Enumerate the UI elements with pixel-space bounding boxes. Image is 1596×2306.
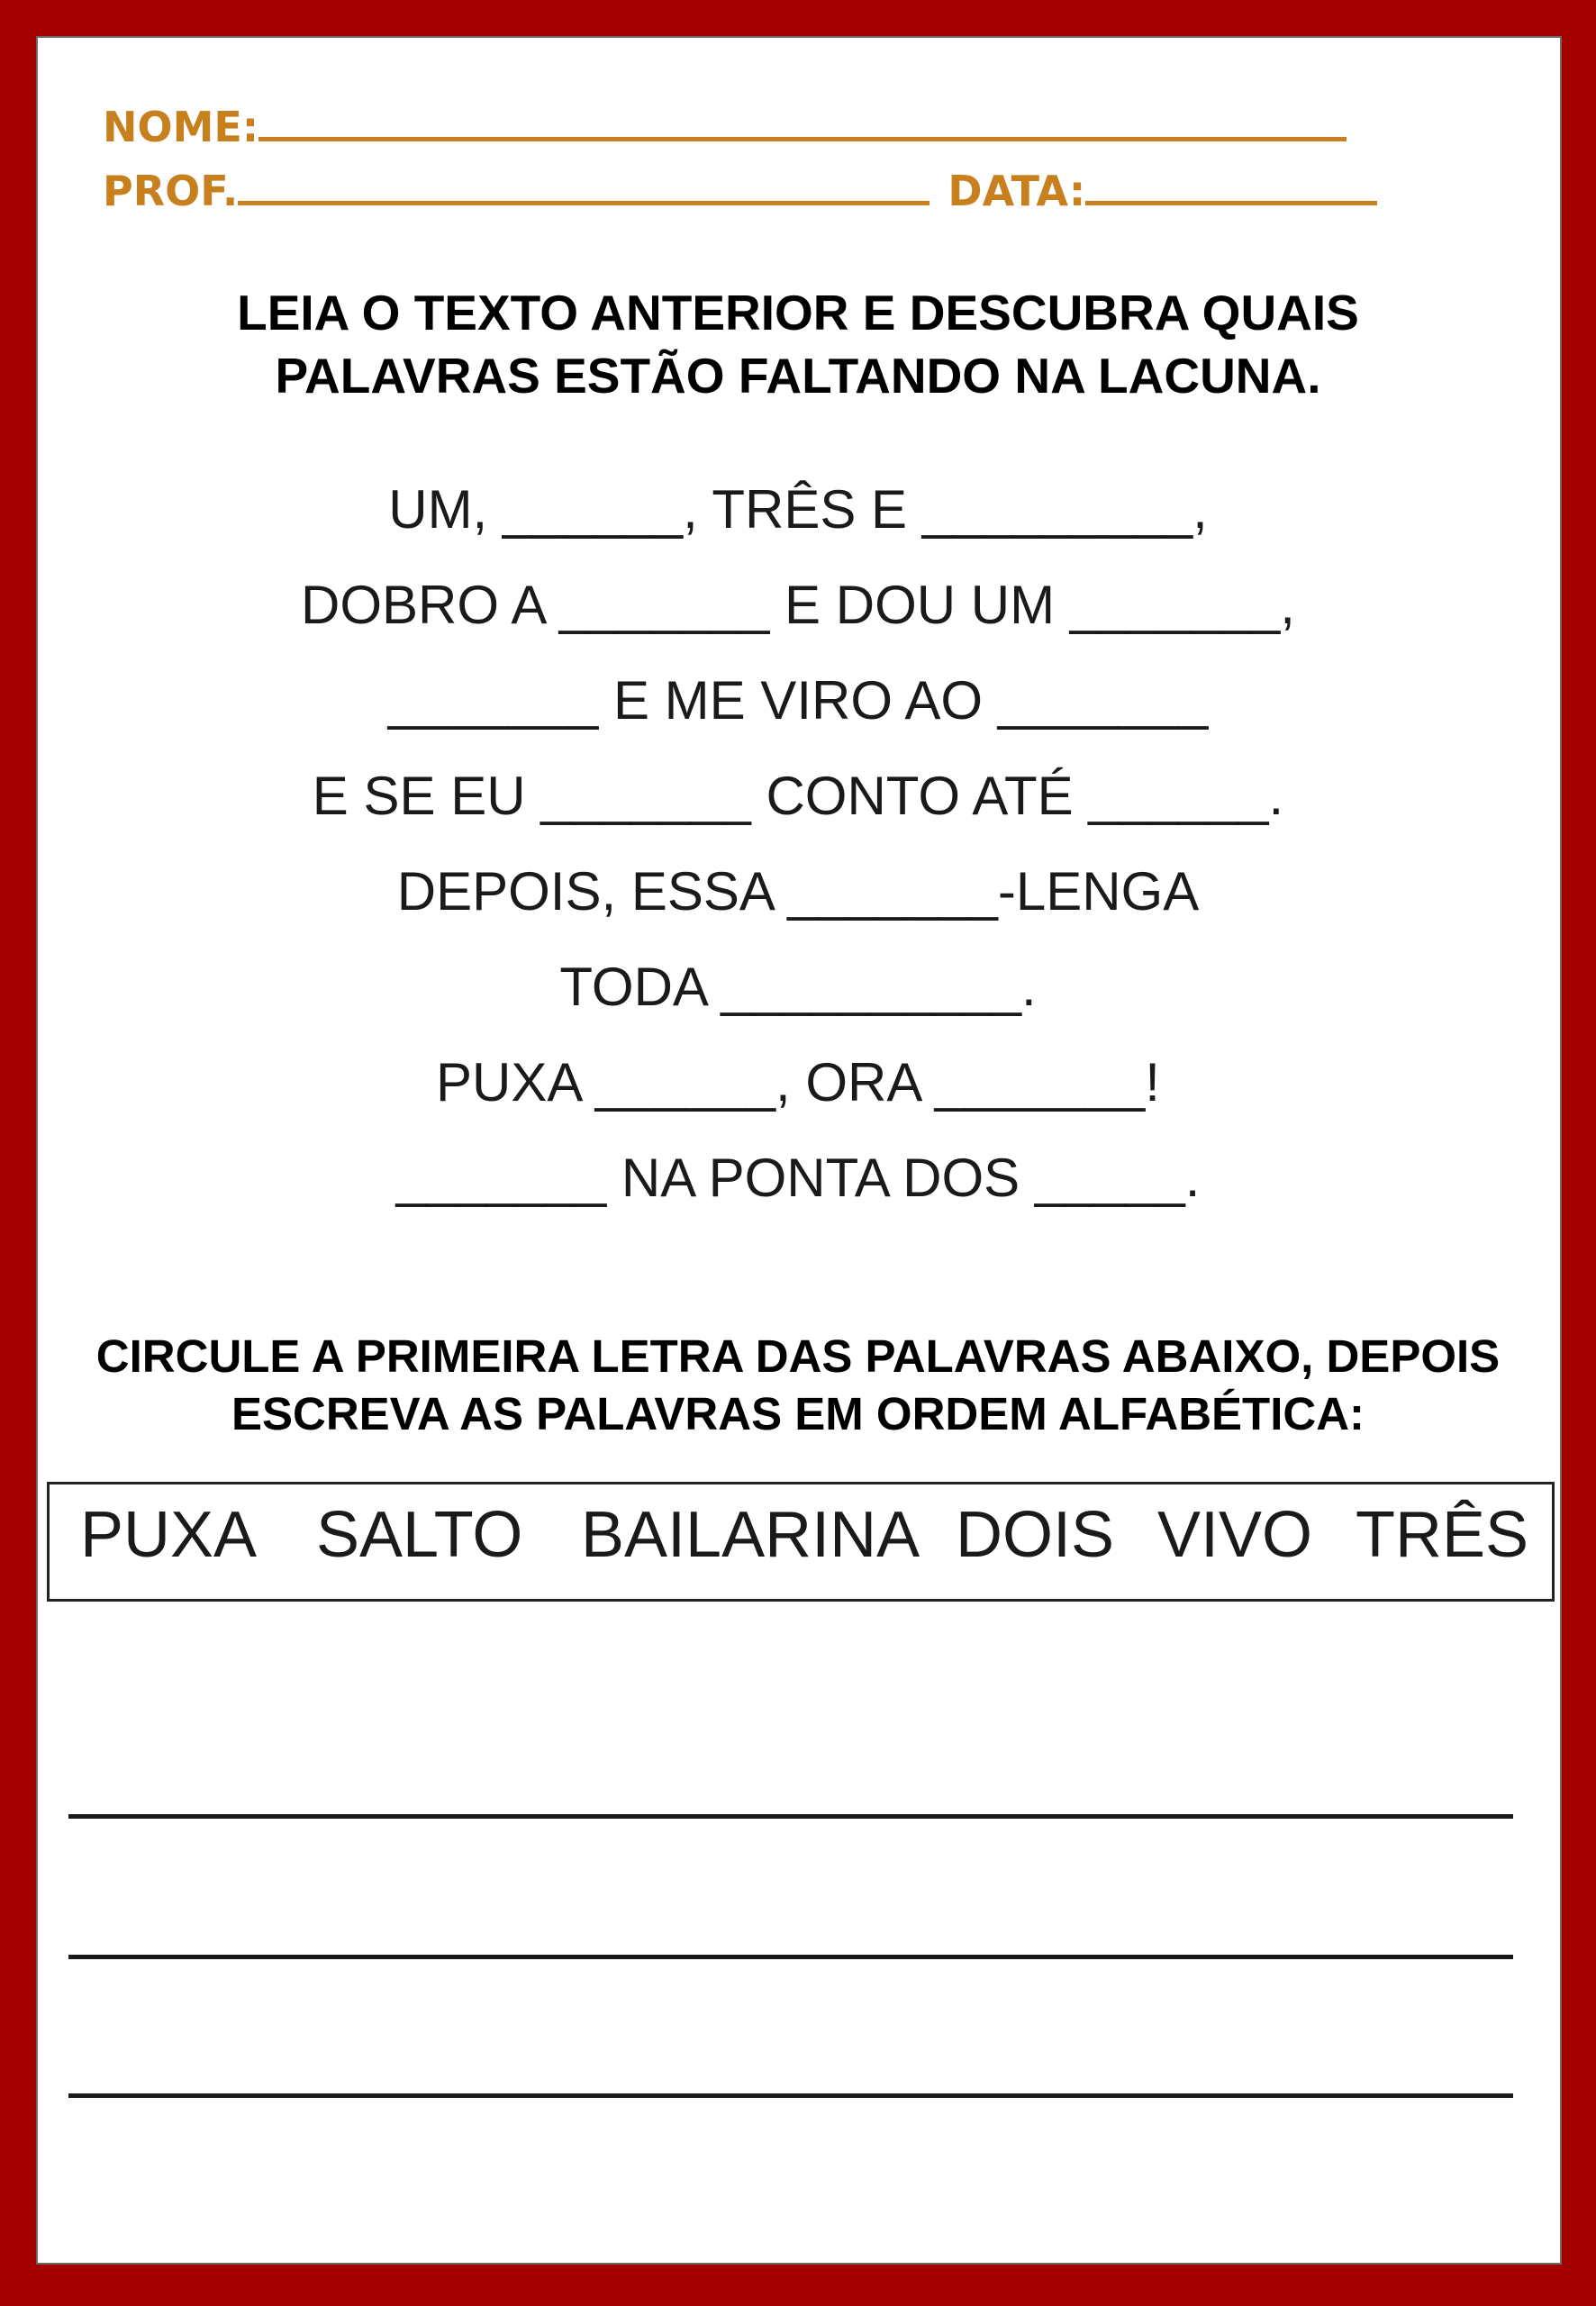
- instructions-line-1: CIRCULE A PRIMEIRA LETRA DAS PALAVRAS ABAIXO, DEPOIS: [95, 1330, 1501, 1382]
- word-item[interactable]: TRÊS: [1356, 1499, 1529, 1571]
- poem-line: UM, ______, TRÊS E _________,: [388, 479, 1208, 540]
- prof-date-row: [103, 165, 1377, 215]
- poem-line: E SE EU _______ CONTO ATÉ ______.: [312, 766, 1284, 826]
- instructions-line-2: PALAVRAS ESTÃO FALTANDO NA LACUNA.: [275, 348, 1321, 404]
- fill-in-instructions: [0, 281, 1596, 407]
- word-box: [47, 1482, 1555, 1602]
- poem-line: DEPOIS, ESSA _______-LENGA: [396, 861, 1200, 921]
- word-item[interactable]: VIVO: [1157, 1499, 1313, 1571]
- prof-field-line[interactable]: [238, 165, 929, 205]
- date-label: DATA:: [948, 167, 1086, 215]
- word-item[interactable]: BAILARINA: [581, 1499, 920, 1571]
- writing-line[interactable]: [68, 2093, 1513, 2098]
- writing-line[interactable]: [68, 1955, 1513, 1959]
- instructions-line-2: ESCREVA AS PALAVRAS EM ORDEM ALFABÉTICA:: [231, 1388, 1365, 1439]
- name-field-line[interactable]: [258, 101, 1347, 141]
- poem-line: TODA __________.: [559, 957, 1037, 1017]
- alphabetical-instructions: [0, 1328, 1596, 1443]
- word-item[interactable]: PUXA: [80, 1499, 258, 1571]
- poem-line: _______ NA PONTA DOS _____.: [395, 1148, 1201, 1208]
- date-field-line[interactable]: [1085, 165, 1377, 205]
- word-item[interactable]: SALTO: [316, 1499, 523, 1571]
- poem-line: DOBRO A _______ E DOU UM _______,: [301, 575, 1295, 635]
- name-row: [103, 101, 1347, 151]
- word-item[interactable]: DOIS: [956, 1499, 1115, 1571]
- prof-label: PROF.: [103, 167, 239, 215]
- instructions-line-1: LEIA O TEXTO ANTERIOR E DESCUBRA QUAIS: [237, 285, 1359, 340]
- name-label: NOME:: [103, 103, 259, 151]
- writing-line[interactable]: [68, 1814, 1513, 1819]
- poem-line: PUXA ______, ORA _______!: [436, 1052, 1160, 1112]
- poem-line: _______ E ME VIRO AO _______: [387, 670, 1209, 731]
